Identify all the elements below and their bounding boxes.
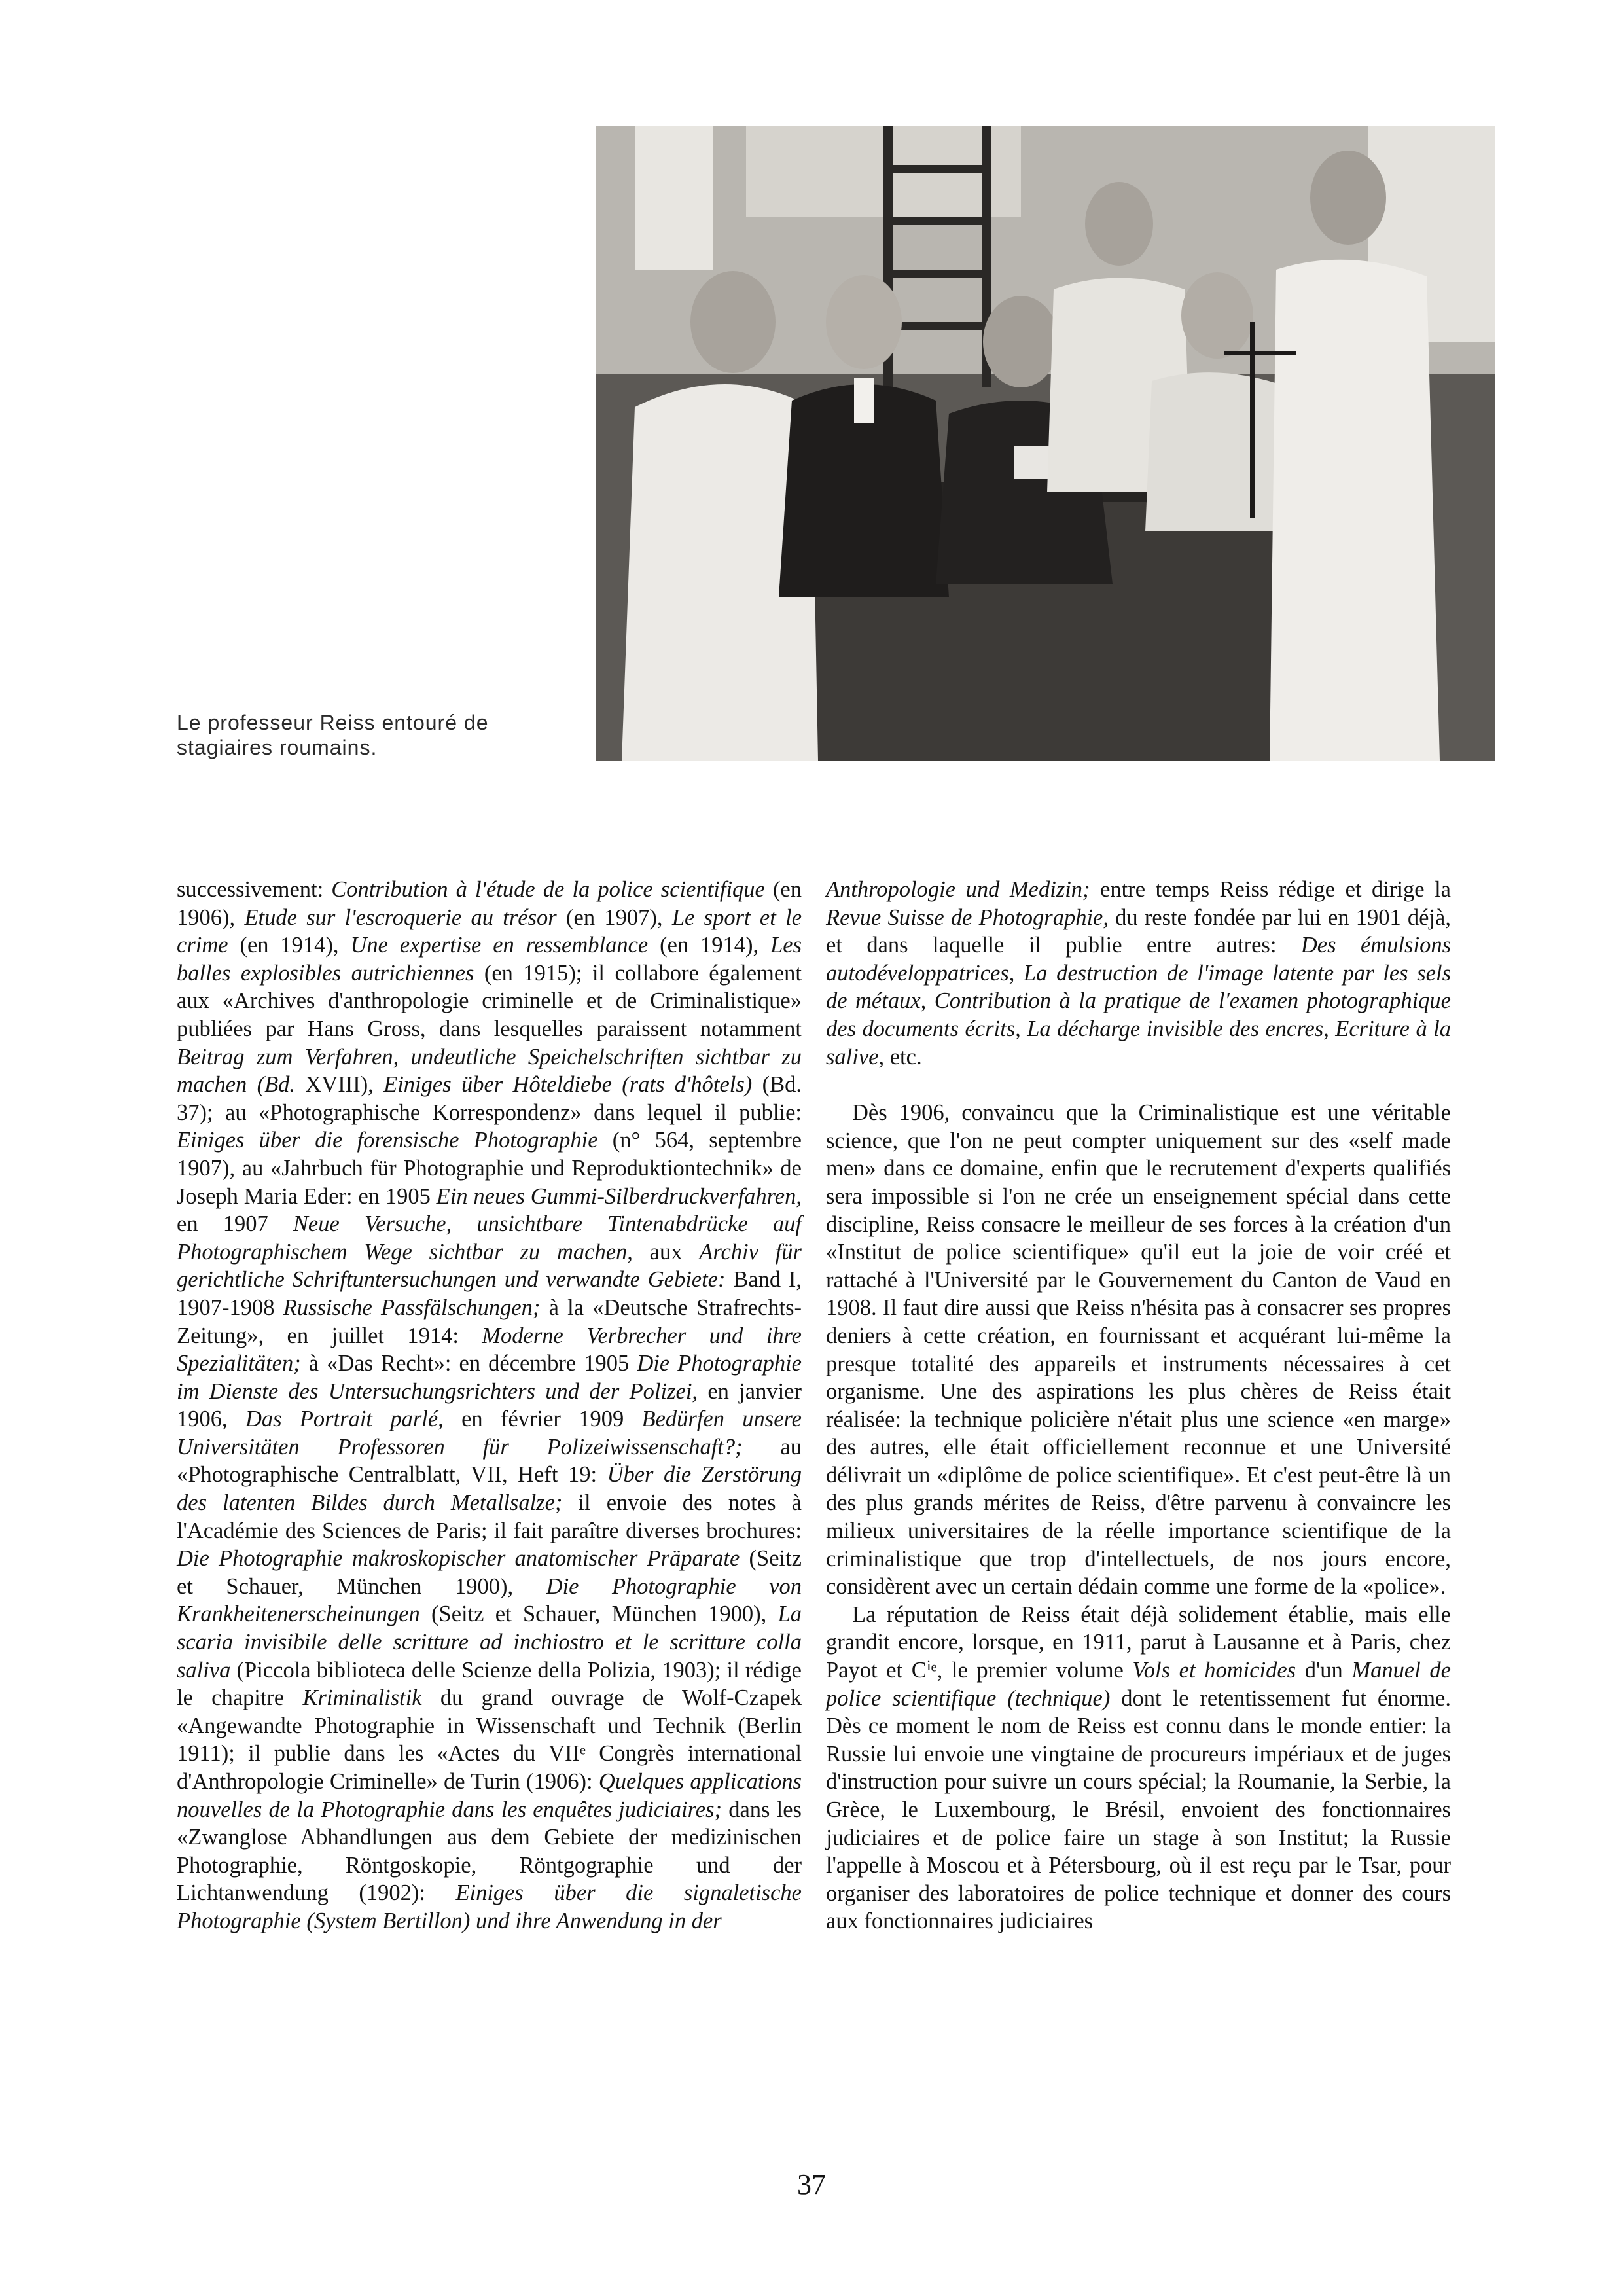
text-run: successivement: bbox=[177, 877, 332, 902]
right-text-column bbox=[826, 876, 1451, 1935]
text-run: en janvier 1906, bbox=[177, 1378, 802, 1432]
text-run: (Seitz et Schauer, München 1900), bbox=[419, 1602, 778, 1627]
text-run: (en 1907), bbox=[556, 905, 672, 930]
italic-text-run: Russische Passfälschungen; bbox=[283, 1295, 541, 1320]
right-column-paragraph bbox=[826, 1099, 1451, 1601]
italic-text-run: La scaria invisibile delle scritture ad inchiostro et le scritture colla saliva bbox=[177, 1602, 802, 1683]
photograph-image bbox=[596, 126, 1495, 761]
text-run: du grand ouvrage de Wolf-Czapek «Angewandte Photographie in Wissenschaft und Technik (Berlin 1911); il publie dans les «Actes du VIIᵉ Congrès international d'Anthropologie Criminelle» de Turin (1906): bbox=[177, 1685, 802, 1794]
text-run: (en 1914), bbox=[228, 933, 351, 958]
text-run: dans les «Zwanglose Abhandlungen aus dem Gebiete der medizinischen Photographie, Röntgoskopie, Röntgographie und der Lichtanwendung (1902): bbox=[177, 1797, 802, 1906]
figure-caption: Le professeur Reiss entouré de stagiaires roumains. bbox=[177, 711, 489, 759]
text-run: Dès 1906, convaincu que la Criminalistique est une véritable science, que l'on ne peut compter uniquement sur des «self made men» dans ce domaine, enfin que le recrutement d'experts qualifiés sera impossible si l'on ne crée un enseignement spécial dans cette discipline, Reiss consacre le meilleur de ses forces à la création d'un «Institut de police scientifique» qu'il eut la joie de voir créé et rattaché à l'Université par le Gouvernement du Canton de Vaud en 1908. Il faut dire aussi que Reiss n'hésita pas à consacrer ses propres deniers à cette création, en fournissant et acquérant lui-même la presque totalité des appareils et instruments nécessaires à cet organisme. Une des aspirations les plus chères de Reiss était réalisée: la technique policière n'était plus une science «en marge» des autres, elle était officiellement reconnue et une Université délivrait un «diplôme de police scientifique». Et c'est peut-être là un des plus grands mérites de Reiss, d'être parvenu à convaincre les milieux universitaires de la réelle importance scientifique de la criminalistique que trop d'intellectuels, de nos jours encore, considèrent avec un certain dédain comme une forme de la «police». bbox=[826, 1100, 1451, 1600]
text-run: (Seitz et Schauer, München 1900), bbox=[177, 1546, 802, 1599]
text-run: en février 1909 bbox=[443, 1407, 642, 1432]
italic-text-run: Anthropologie und Medizin; bbox=[826, 877, 1090, 902]
text-run: (en 1914), bbox=[648, 933, 771, 958]
italic-text-run: Les balles explosibles autrichiennes bbox=[177, 933, 802, 986]
italic-text-run: Das Portrait parlé, bbox=[245, 1407, 444, 1432]
italic-text-run: Contribution à l'étude de la police scientifique bbox=[331, 877, 765, 902]
italic-text-run: Die Photographie im Dienste des Untersuchungsrichters und der Polizei, bbox=[177, 1351, 802, 1404]
italic-text-run: Einiges über die forensische Photographie bbox=[177, 1128, 598, 1153]
text-run: en 1907 bbox=[177, 1211, 293, 1237]
italic-text-run: Einiges über die signaletische Photographie (System Bertillon) und ihre Anwendung in der bbox=[177, 1880, 802, 1933]
italic-text-run: Einiges über Hôteldiebe (rats d'hôtels) bbox=[383, 1072, 753, 1098]
italic-text-run: Ein neues Gummi-Silberdruckverfahren, bbox=[436, 1183, 802, 1209]
italic-text-run: Le sport et le crime bbox=[177, 905, 802, 958]
text-run: entre temps Reiss rédige et dirige la bbox=[1090, 877, 1451, 902]
italic-text-run: Vols et homicides bbox=[1132, 1658, 1296, 1683]
figure-photograph bbox=[596, 126, 1495, 761]
italic-text-run: Quelques applications nouvelles de la Photographie dans les enquêtes judiciaires; bbox=[177, 1769, 802, 1822]
page-number: 37 bbox=[797, 2168, 826, 2200]
text-run: La réputation de Reiss était déjà solidement établie, mais elle grandit encore, lorsque, en 1911, parut à Lausanne et à Paris, chez Payot et Cⁱᵉ, le premier volume bbox=[826, 1602, 1451, 1683]
text-run: au «Photographische Centralblatt, VII, Heft 19: bbox=[177, 1434, 802, 1488]
right-column-paragraph bbox=[826, 1601, 1451, 1935]
left-text-column bbox=[177, 876, 802, 1935]
text-run: Band I, 1907-1908 bbox=[177, 1267, 802, 1320]
text-run: (Piccola biblioteca delle Scienze della Polizia, 1903); il rédige le chapitre bbox=[177, 1657, 802, 1711]
italic-text-run: Revue Suisse de Photographie, bbox=[826, 905, 1109, 930]
text-run: à la «Deutsche Strafrechts-Zeitung», en juillet 1914: bbox=[177, 1295, 802, 1348]
text-run: il envoie des notes à l'Académie des Sciences de Paris; il fait paraître diverses brochures: bbox=[177, 1490, 802, 1543]
text-run: (en 1915); il collabore également aux «Archives d'anthropologie criminelle et de Criminalistique» publiées par Hans Gross, dans lesquelles paraissent notamment bbox=[177, 960, 802, 1041]
text-run: du reste fondée par lui en 1901 déjà, et dans laquelle il publie entre autres: bbox=[826, 905, 1451, 958]
text-run: aux bbox=[632, 1239, 700, 1265]
text-run: à «Das Recht»: en décembre 1905 bbox=[300, 1351, 637, 1376]
italic-text-run: Des émulsions autodéveloppatrices, La destruction de l'image latente par les sels de métaux, Contribution à la pratique de l'examen photographique des documents écrits, La décharge invisible des encres, Ecriture à la salive, bbox=[826, 933, 1451, 1069]
left-column-paragraph bbox=[177, 876, 802, 1935]
text-run: dont le retentissement fut énorme. Dès ce moment le nom de Reiss est connu dans le monde entier: la Russie lui envoie une vingtaine de procureurs impériaux et de juges d'instruction pour suivre un cours spécial; la Roumanie, la Serbie, la Grèce, le Luxembourg, le Brésil, envoient des fonctionnaires judiciaires et de police faire un stage à son Institut; la Russie l'appelle à Moscou et à Pétersbourg, où il est reçu par le Tsar, pour organiser des laboratoires de police technique et donner des cours aux fonctionnaires judiciaires bbox=[826, 1685, 1451, 1934]
text-run: (n° 564, septembre 1907), au «Jahrbuch für Photographie und Reproduktiontechnik» de Joseph Maria Eder: en 1905 bbox=[177, 1128, 802, 1209]
text-run: d'un bbox=[1296, 1658, 1352, 1683]
italic-text-run: Bedürfen unsere Universitäten Professoren für Polizeiwissenschaft?; bbox=[177, 1407, 802, 1460]
italic-text-run: Kriminalistik bbox=[302, 1685, 422, 1711]
text-run: (Bd. 37); au «Photographische Korrespondenz» dans lequel il publie: bbox=[177, 1072, 802, 1125]
italic-text-run: Beitrag zum Verfahren, undeutliche Speichelschriften sichtbar zu machen (Bd. bbox=[177, 1044, 802, 1098]
italic-text-run: Die Photographie von Krankheitenerscheinungen bbox=[177, 1573, 802, 1627]
text-run: (en 1906), bbox=[177, 877, 802, 930]
italic-text-run: Manuel de police scientifique (technique) bbox=[826, 1658, 1451, 1711]
italic-text-run: Über die Zerstörung des latenten Bildes durch Metallsalze; bbox=[177, 1462, 802, 1516]
right-column-paragraph bbox=[826, 876, 1451, 1071]
text-run: etc. bbox=[884, 1044, 922, 1069]
italic-text-run: Moderne Verbrecher und ihre Spezialitäten; bbox=[177, 1323, 802, 1376]
italic-text-run: Etude sur l'escroquerie au trésor bbox=[244, 905, 557, 930]
text-run: XVIII), bbox=[295, 1072, 384, 1098]
italic-text-run: Die Photographie makroskopischer anatomischer Präparate bbox=[177, 1546, 740, 1571]
italic-text-run: Une expertise en ressemblance bbox=[350, 933, 649, 958]
italic-text-run: Archiv für gerichtliche Schriftuntersuchungen und verwandte Gebiete: bbox=[177, 1239, 802, 1293]
italic-text-run: Neue Versuche, unsichtbare Tintenabdrücke auf Photographischem Wege sichtbar zu machen, bbox=[177, 1211, 802, 1265]
